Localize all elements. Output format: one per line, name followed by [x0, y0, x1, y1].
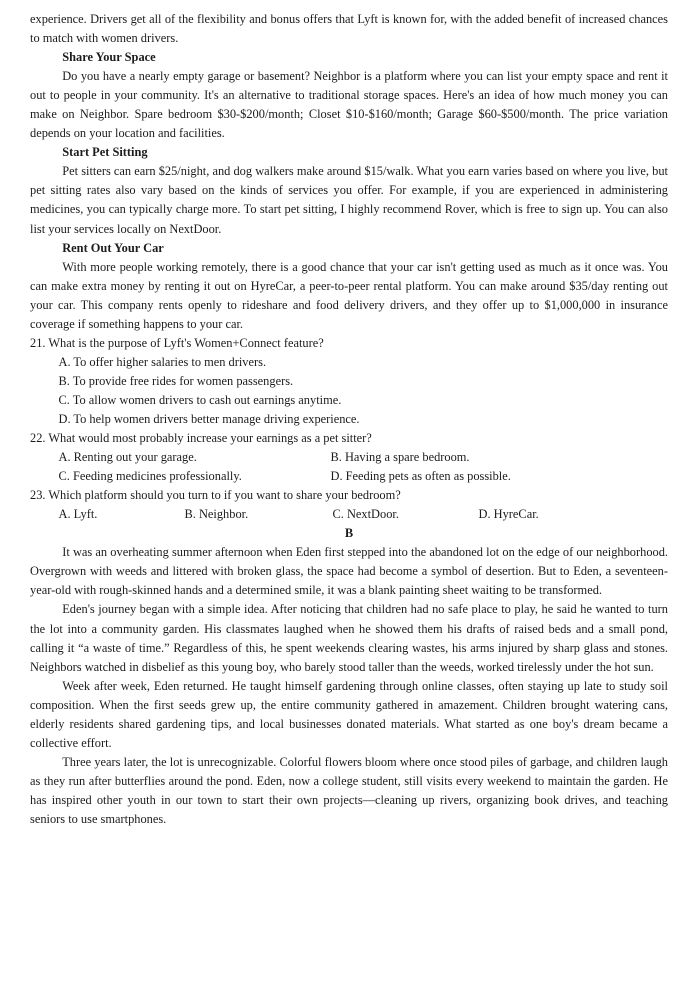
question-22-options-row-1: [30, 448, 668, 467]
paragraph-start-pet-sitting: Pet sitters can earn $25/night, and dog walkers make around $15/walk. What you earn varies based on where you live, but pet sitting rates also vary based on the kinds of services you offer. For example, if you are experienced in administering medicines, you can typically charge more. To start pet sitting, I highly recommend Rover, which is free to sign up. You can also list your services locally on NextDoor.: [30, 164, 668, 236]
passage-b-paragraph-1: It was an overheating summer afternoon when Eden first stepped into the abandoned lot on the edge of our neighborhood. Overgrown with weeds and littered with broken glass, the space had become a symbol of desertion. But to Eden, a seventeen-year-old with rough-skinned hands and a determined smile, it was a blank painting sheet waiting to be transformed.: [30, 545, 668, 598]
question-23-options-row: [30, 505, 668, 524]
question-23-option-b: B. Neighbor.: [184, 507, 249, 522]
question-22-option-c: C. Feeding medicines professionally.: [58, 469, 242, 484]
question-23-option-a: A. Lyft.: [58, 507, 98, 522]
question-21-stem: 21. What is the purpose of Lyft's Women+Connect feature?: [30, 335, 324, 350]
question-22-option-d: D. Feeding pets as often as possible.: [330, 469, 511, 484]
question-21-option-d: D. To help women drivers better manage driving experience.: [58, 411, 360, 426]
passage-b-paragraph-2: Eden's journey began with a simple idea. After noticing that children had no safe place to play, he said he wanted to turn the lot into a community garden. His classmates laughed when he showed them his drafts of raised beds and a small pond, calling it “a waste of time.” Regardless of this, he spent weekends clearing wastes, his arms injured by sharp glass and stones. Neighbors watched in disbelief as this young boy, who barely stood taller than the weeds, worked tirelessly under the hot sun.: [30, 602, 668, 674]
question-21-option-b: B. To provide free rides for women passengers.: [58, 373, 294, 388]
question-22-options-row-2: [30, 467, 668, 486]
question-21-option-c: C. To allow women drivers to cash out earnings anytime.: [58, 392, 342, 407]
question-22-option-b: B. Having a spare bedroom.: [330, 450, 470, 465]
passage-b-label: B: [344, 526, 354, 541]
heading-rent-out-your-car: Rent Out Your Car: [62, 240, 164, 255]
question-21-option-a: A. To offer higher salaries to men drivers.: [58, 354, 267, 369]
question-23-option-d: D. HyreCar.: [478, 507, 539, 522]
paragraph-rent-out-your-car: With more people working remotely, there is a good chance that your car isn't getting used as much as it once was. You can make extra money by renting it out on HyreCar, a peer-to-peer rental platform. You can make around $35/day renting out your car. This company rents openly to rideshare and food delivery drivers, and they offer up to $1,000,000 in insurance coverage if something happens to your car.: [30, 259, 668, 331]
question-22-option-a: A. Renting out your garage.: [58, 450, 197, 465]
heading-start-pet-sitting: Start Pet Sitting: [62, 145, 148, 160]
intro-paragraph: experience. Drivers get all of the flexibility and bonus offers that Lyft is known for, with the added benefit of increased chances to match with women drivers.: [30, 12, 668, 46]
question-23-option-c: C. NextDoor.: [332, 507, 399, 522]
passage-b-paragraph-3: Week after week, Eden returned. He taught himself gardening through online classes, often staying up late to study soil composition. When the first seeds grew up, the entire community gathered in amazement. Children brought watering cans, elderly residents shared gardening tips, and local businesses donated materials. What started as one boy's dream became a collective effort.: [30, 678, 668, 750]
paragraph-share-your-space: Do you have a nearly empty garage or basement? Neighbor is a platform where you can list your empty space and rent it out to people in your community. It's an alternative to traditional storage spaces. Here's an idea of how much money you can make on Neighbor. Spare bedroom $30-$200/month; Closet $10-$160/month; Garage $60-$500/month. The price variation depends on your location and facilities.: [30, 69, 668, 141]
question-23-stem: 23. Which platform should you turn to if you want to share your bedroom?: [30, 488, 401, 503]
question-22-stem: 22. What would most probably increase your earnings as a pet sitter?: [30, 431, 372, 446]
heading-share-your-space: Share Your Space: [62, 50, 156, 65]
passage-b-paragraph-4: Three years later, the lot is unrecognizable. Colorful flowers bloom where once stood piles of garbage, and children laugh as they run after butterflies around the pond. Eden, now a college student, still visits every weekend to maintain the garden. He has inspired other youth in our town to start their own projects—cleaning up rivers, organizing book drives, and teaching seniors to use smartphones.: [30, 754, 668, 826]
